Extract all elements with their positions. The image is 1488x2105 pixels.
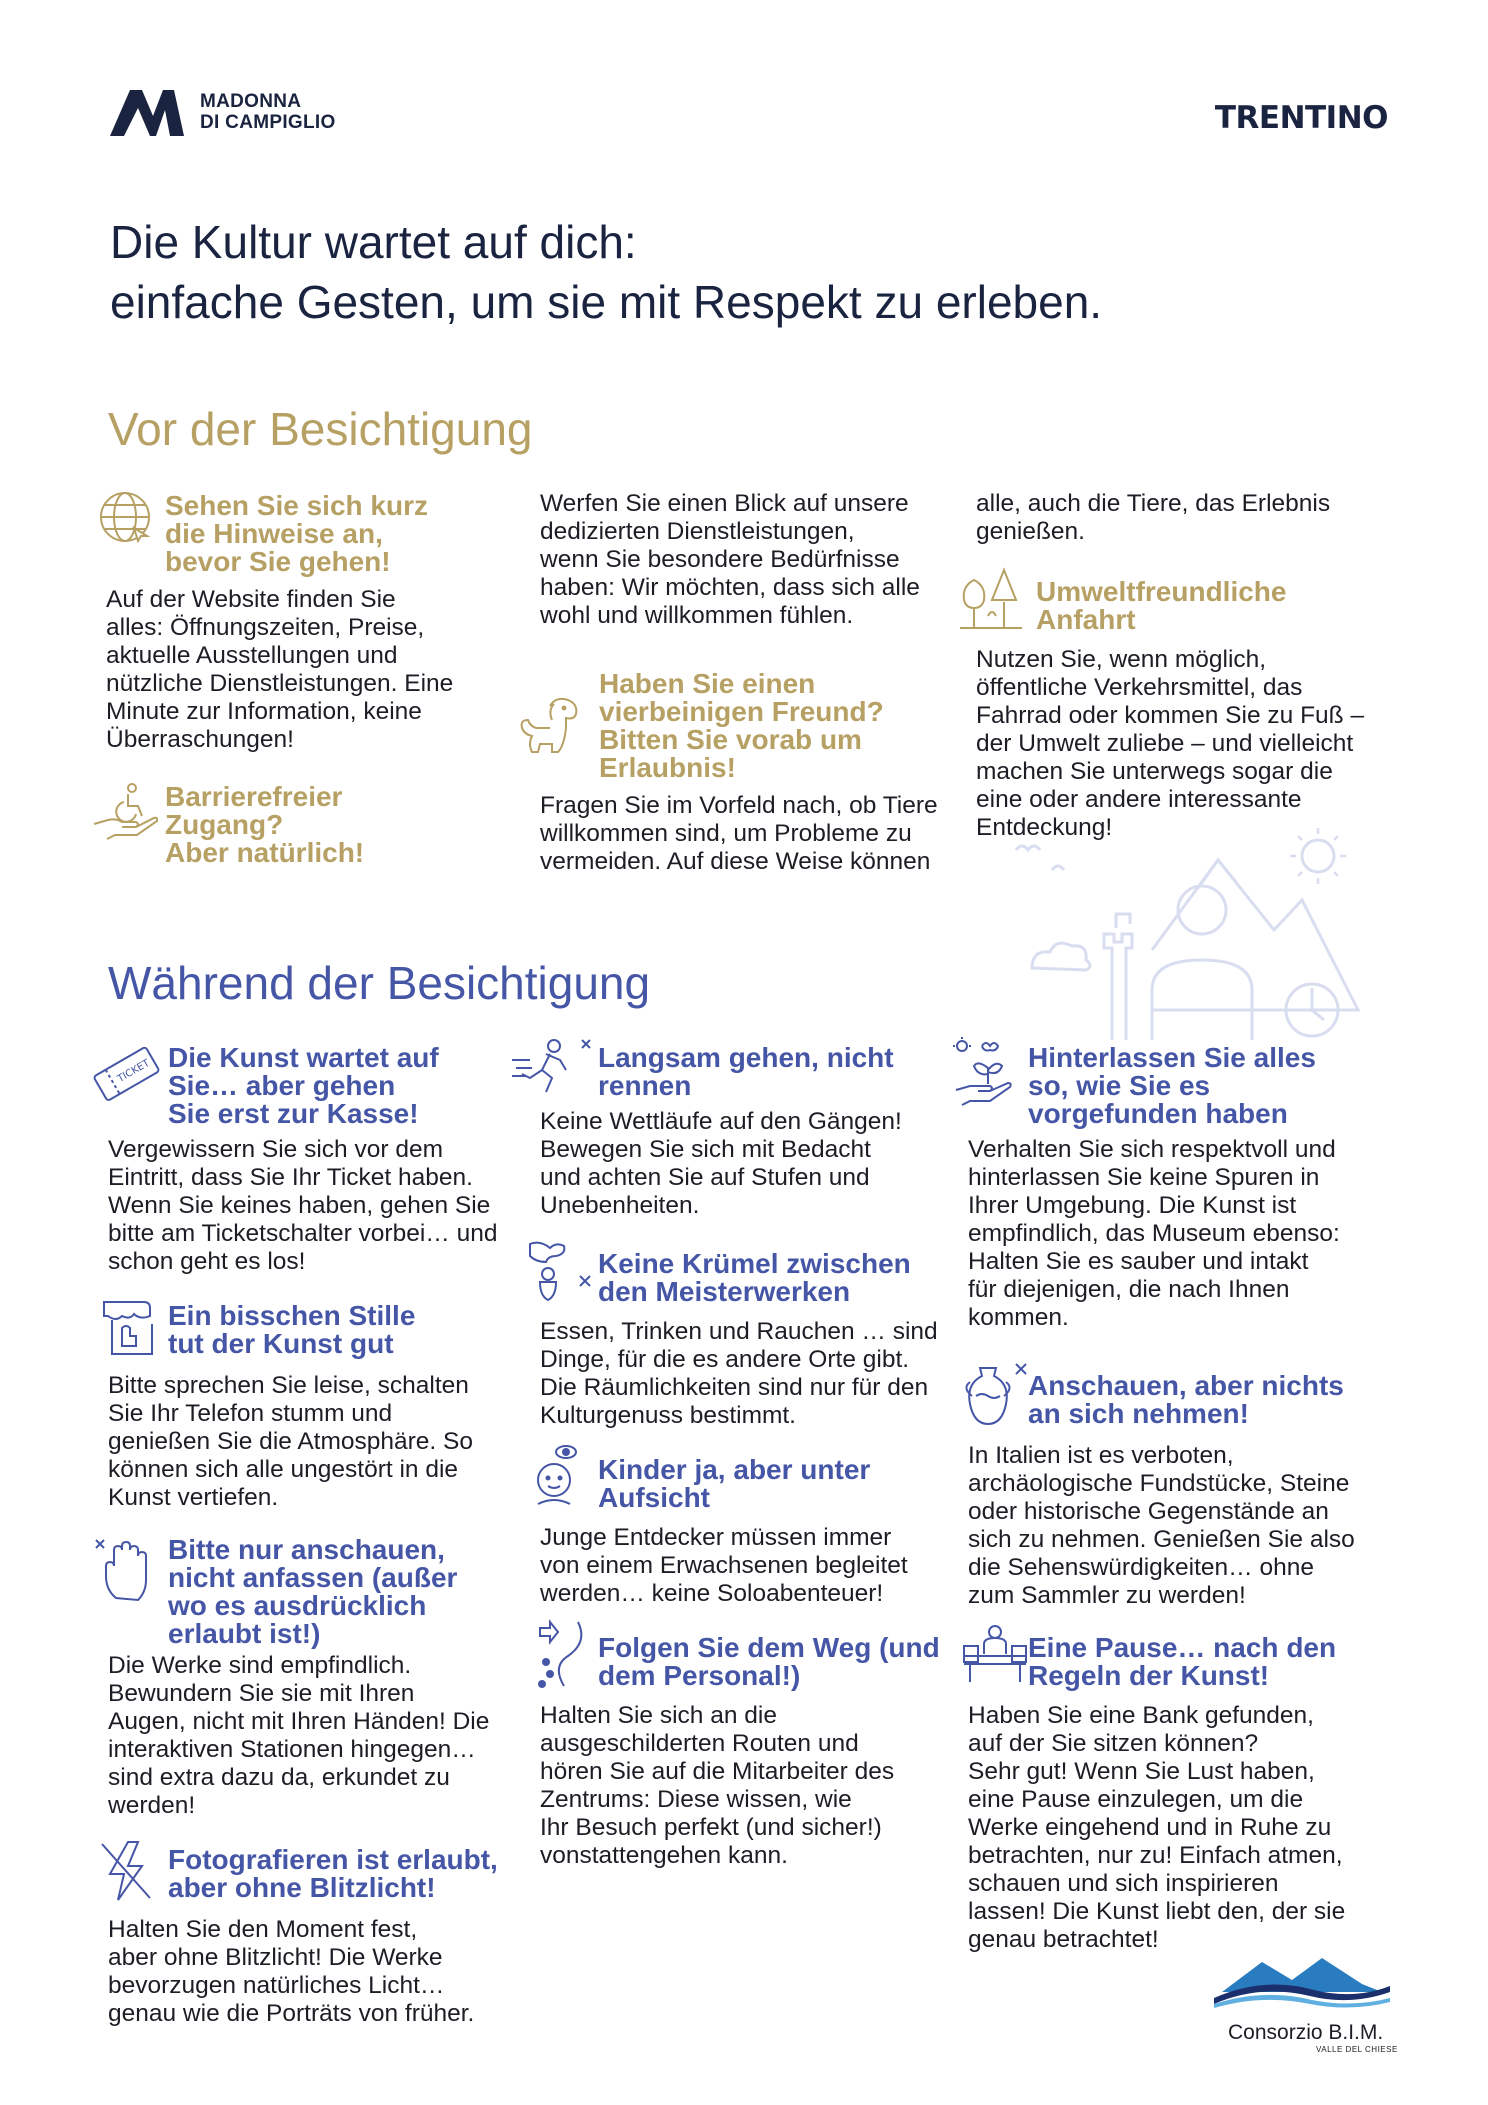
item-text-before-pet: Fragen Sie im Vorfeld nach, ob Tiere willkommen sind, um Probleme zu vermeiden. Auf diese Weise können (540, 792, 938, 875)
title-line-2: einfache Gesten, um sie mit Respekt zu erleben. (110, 276, 1103, 328)
item-title-before-access: Barrierefreier Zugang? Aber natürlich! (165, 781, 365, 868)
item-text-during-ticket: Vergewissern Sie sich vor dem Eintritt, dass Sie Ihr Ticket haben. Wenn Sie keines haben, gehen Sie bitte am Ticketschalter vorbei… und schon geht es los! (108, 1136, 498, 1275)
item-title-during-children: Kinder ja, aber unter Aufsicht (598, 1454, 871, 1513)
item-text-during-photo: Halten Sie den Moment fest, aber ohne Blitzlicht! Die Werke bevorzugen natürliches Licht… genau wie die Porträts von früher. (108, 1916, 475, 2027)
item-text-during-notouch: Die Werke sind empfindlich. Bewundern Sie sie mit Ihren Augen, nicht mit Ihren Händen! Die interaktiven Stationen hingegen… sind extra dazu da, erkundet zu werden! (108, 1652, 490, 1819)
item-text-during-route: Halten Sie sich an die ausgeschilderten Routen und hören Sie auf die Mitarbeiter des Zentrums: Diese wissen, wie Ihr Besuch perfekt (und sicher!) vonstattengehen kann. (540, 1702, 895, 1869)
svg-text:TICKET: TICKET (115, 1057, 152, 1085)
item-text-during-silence: Bitte sprechen Sie leise, schalten Sie Ihr Telefon stumm und genießen Sie die Atmosphäre. So können sich alle ungestört in die Kunst vertiefen. (108, 1372, 474, 1511)
item-text-during-children: Junge Entdecker müssen immer von einem Erwachsenen begleitet werden… keine Soloabenteuer! (540, 1524, 908, 1607)
page-title (110, 212, 1410, 332)
madonna-di-campiglio-logo (108, 86, 336, 138)
item-title-during-route: Folgen Sie dem Weg (und dem Personal!) (598, 1632, 940, 1691)
item-title-before-eco: Umweltfreundliche Anfahrt (1036, 576, 1287, 635)
mountain-m-icon (108, 86, 186, 138)
item-title-before-pet: Haben Sie einen vierbeinigen Freund? Bitten Sie vorab um Erlaubnis! (599, 668, 884, 783)
vase-icon (962, 1360, 1032, 1428)
dog-icon (514, 692, 590, 760)
item-title-during-food: Keine Krümel zwischen den Meisterwerken (598, 1248, 911, 1307)
accessibility-hand-icon (92, 780, 158, 846)
running-person-icon (510, 1036, 596, 1100)
ticket-icon (90, 1040, 162, 1106)
item-text-during-leave: Verhalten Sie sich respektvoll und hinterlassen Sie keine Spuren in Ihrer Umgebung. Die Kunst ist empfindlich, das Museum ebenso: Halten Sie es sauber und intakt für diejenigen, die nach Ihnen kommen. (968, 1136, 1340, 1331)
brand-line-2: DI CAMPIGLIO (200, 112, 336, 133)
section-heading-during: Während der Besichtigung (108, 957, 651, 1009)
sponsor-name: Consorzio B.I.M. (1228, 2021, 1384, 2044)
item-text-before-pet-continued: alle, auch die Tiere, das Erlebnis genießen. (976, 490, 1331, 545)
item-text-during-take: In Italien ist es verboten, archäologische Fundstücke, Steine oder historische Gegenstände an sich zu nehmen. Genießen Sie also die Sehenswürdigkeiten… ohne zum Sammler zu werden! (968, 1442, 1355, 1609)
brand-line-1: MADONNA (200, 91, 302, 112)
consorzio-bim-logo (1212, 1950, 1398, 2054)
globe-icon (96, 488, 154, 546)
sponsor-subtitle: VALLE DEL CHIESE (1316, 2045, 1398, 2054)
item-title-during-pause: Eine Pause… nach den Regeln der Kunst! (1028, 1632, 1337, 1691)
item-title-during-notouch: Bitte nur anschauen, nicht anfassen (außer wo es ausdrücklich erlaubt ist!) (168, 1534, 458, 1649)
item-title-during-walk: Langsam gehen, nicht rennen (598, 1042, 894, 1101)
plant-hand-icon (952, 1036, 1022, 1108)
item-text-during-food: Essen, Trinken und Rauchen … sind Dinge, für die es andere Orte gibt. Die Räumlichkeiten sind nur für den Kulturgenuss bestimmt. (540, 1318, 938, 1429)
landscape-illustration-icon (1012, 820, 1362, 1040)
no-food-icon (526, 1240, 596, 1302)
item-title-during-silence: Ein bisschen Stille tut der Kunst gut (168, 1300, 416, 1359)
item-text-before-access: Werfen Sie einen Blick auf unsere dedizierten Dienstleistungen, wenn Sie besondere Bedürfnisse haben: Wir möchten, dass sich alle wohl und willkommen fühlen. (540, 490, 920, 629)
section-heading-before: Vor der Besichtigung (108, 403, 533, 455)
trees-icon (958, 566, 1024, 632)
item-title-before-info: Sehen Sie sich kurz die Hinweise an, bevor Sie gehen! (165, 490, 428, 577)
item-title-during-leave: Hinterlassen Sie alles so, wie Sie es vorgefunden haben (1028, 1042, 1316, 1129)
bench-person-icon (962, 1624, 1028, 1684)
item-title-during-photo: Fotografieren ist erlaubt, aber ohne Blitzlicht! (168, 1844, 498, 1903)
path-route-icon (534, 1618, 594, 1690)
item-text-before-eco: Nutzen Sie, wenn möglich, öffentliche Verkehrsmittel, das Fahrrad oder kommen Sie zu Fuß – der Umwelt zuliebe – und vielleicht machen Sie unterwegs sogar die eine oder andere interessante Entdeckung! (976, 646, 1365, 841)
mute-phone-icon (98, 1296, 162, 1358)
title-line-1: Die Kultur wartet auf dich: (110, 216, 637, 268)
item-title-during-ticket: Die Kunst wartet auf Sie… aber gehen Sie erst zur Kasse! (168, 1042, 439, 1129)
item-text-before-info: Auf der Website finden Sie alles: Öffnungszeiten, Preise, aktuelle Ausstellungen und nützliche Dienstleistungen. Eine Minute zur Information, keine Überraschungen! (106, 586, 454, 753)
trentino-logo: TRENTINO (1214, 100, 1388, 136)
no-flash-icon (98, 1840, 154, 1902)
no-touch-hand-icon (94, 1536, 164, 1606)
item-text-during-pause: Haben Sie eine Bank gefunden, auf der Sie sitzen können? Sehr gut! Wenn Sie Lust haben, eine Pause einzulegen, um die Werke eingehend und in Ruhe zu betrachten, nur zu! Einfach atmen, schauen und sich inspirieren lassen! Die Kunst liebt den, der sie genau betrachtet! (968, 1702, 1346, 1953)
item-text-during-walk: Keine Wettläufe auf den Gängen! Bewegen Sie sich mit Bedacht und achten Sie auf Stufen und Unebenheiten. (540, 1108, 902, 1219)
consorzio-mountains-icon (1212, 1950, 1392, 2012)
item-title-during-take: Anschauen, aber nichts an sich nehmen! (1028, 1370, 1344, 1429)
child-watching-icon (530, 1442, 592, 1506)
